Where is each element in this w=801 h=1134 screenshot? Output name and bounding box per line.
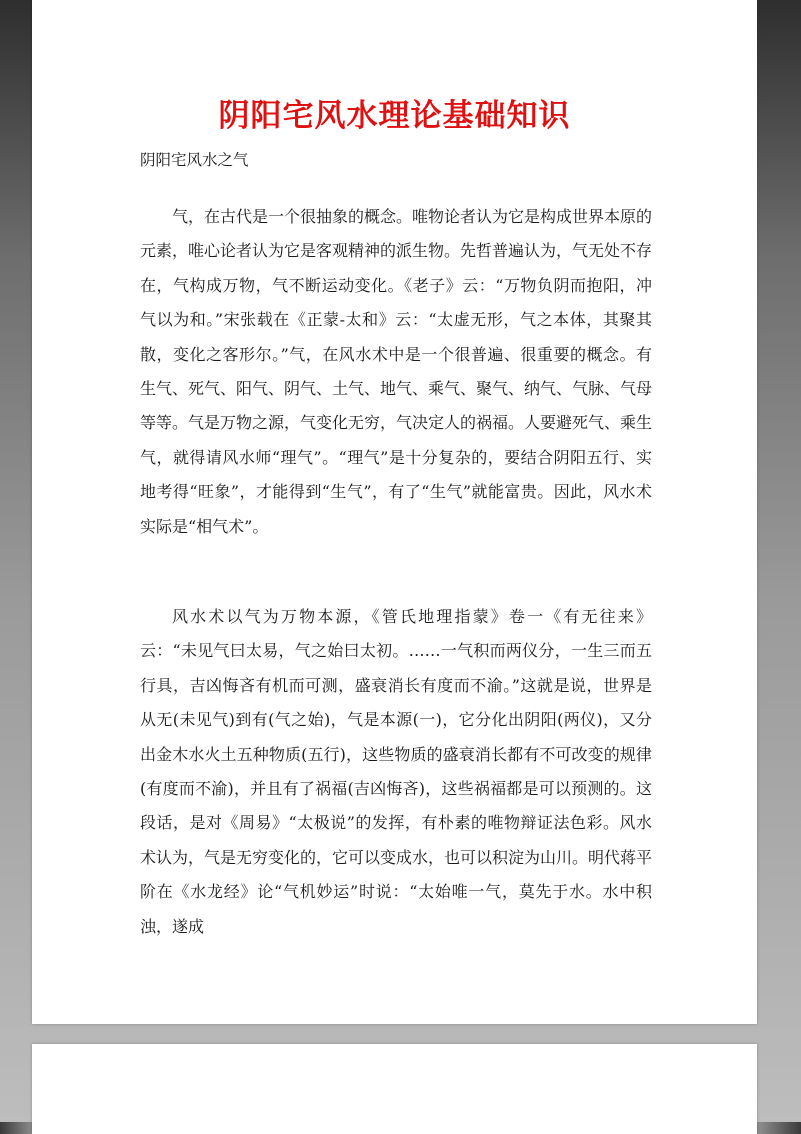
body-paragraph-2: 风水术以气为万物本源，《管氏地理指蒙》卷一《有无往来》云：“未见气曰太易，气之始曰太初。……一气积而两仪分，一生三而五行具，吉凶悔吝有机而可测，盛衰消长有度而不渝。”这就是说，世界是从无(未见气)到有(气之始)，气是本源(一)，它分化出阴阳(两仪)，又分出金木水火土五种物质(五行)，这些物质的盛衰消长都有不可改变的规律(有度而不渝)，并且有了祸福(吉凶悔吝)，这些祸福都是可以预测的。这段话，是对《周易》“太极说”的发挥，有朴素的唯物辩证法色彩。风水术认为，气是无穷变化的，它可以变成水，也可以积淀为山川。明代蒋平阶在《水龙经》论“气机妙运”时说：“太始唯一气，莫先于水。水中积浊，遂成: [140, 607, 653, 936]
document-page-2: [32, 1044, 757, 1134]
body-paragraph-1: 气，在古代是一个很抽象的概念。唯物论者认为它是构成世界本原的元素，唯心论者认为它是客观精神的派生物。先哲普遍认为，气无处不存在，气构成万物，气不断运动变化。《老子》云：“万物负阴而抱阳，冲气以为和。”宋张载在《正蒙-太和》云：“太虚无形，气之本体，其聚其散，变化之客形尔。”气，在风水术中是一个很普遍、很重要的概念。有生气、死气、阳气、阴气、土气、地气、乘气、聚气、纳气、气脉、气母等等。气是万物之源，气变化无穷，气决定人的祸福。人要避死气、乘生气，就得请风水师“理气”。“理气”是十分复杂的，要结合阴阳五行、实地考得“旺象”，才能得到“生气”，有了“生气”就能富贵。因此，风水术实际是“相气术”。: [140, 207, 653, 536]
document-title: 阴阳宅风水理论基础知识: [218, 98, 571, 134]
document-page-1: [32, 0, 757, 1024]
section-heading: 阴阳宅风水之气: [140, 151, 249, 169]
